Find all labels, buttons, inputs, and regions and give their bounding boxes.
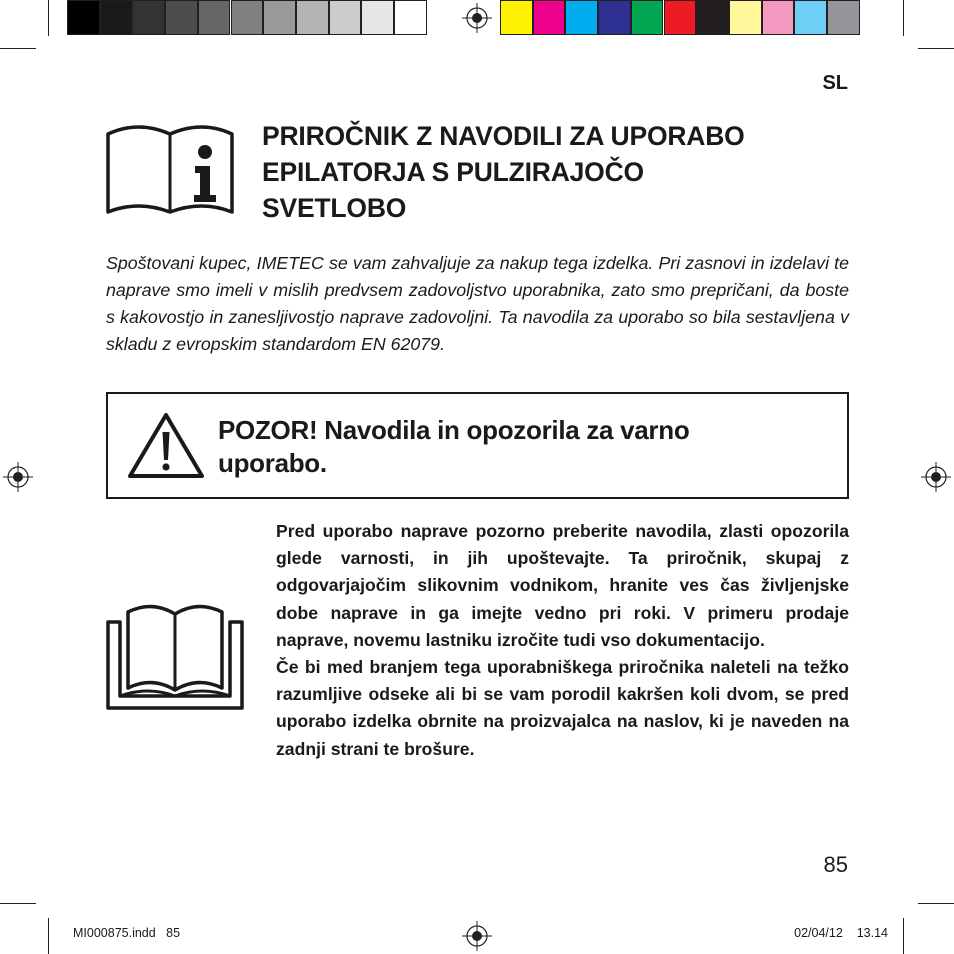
gray-swatch: [198, 0, 231, 35]
body-paragraph: Pred uporabo naprave pozorno preberite navodila, zlasti opozorila glede varnosti, in jih upoštevajte. Ta priročnik, skupaj z odgovarjajočim slikovnim vodnikom, hranite ves čas življenjske dobe naprave in ga imejte vedno pri roki. V primeru prodaje naprave, novemu lastniku izročite tudi vso dokumentacijo.: [276, 521, 849, 650]
color-swatch: [696, 0, 729, 35]
page-number: 85: [823, 852, 848, 877]
gray-swatch: [132, 0, 165, 35]
warning-line: uporabo.: [218, 448, 327, 478]
color-swatch: [794, 0, 827, 35]
footer-time: 13.14: [856, 926, 888, 940]
language-code: SL: [822, 72, 848, 94]
footer-date: 02/04/12: [794, 926, 843, 940]
color-swatch: [664, 0, 697, 35]
intro-paragraph: Spoštovani kupec, IMETEC se vam zahvaljuje za nakup tega izdelka. Pri zasnovi in izdelavi te naprave smo imeli v mislih predvsem zadovoljstvo uporabnika, zato smo prepričani, da boste s kakovostjo in zanesljivostjo naprave zadovoljni. Ta navodila za uporabo so bila sestavljena v skladu z evropskim standardom EN 62079.: [106, 253, 849, 354]
warning-triangle-icon: [126, 410, 206, 480]
warning-line: POZOR! Navodila in opozorila za varno: [218, 415, 690, 445]
registration-mark-icon: [462, 3, 492, 33]
color-swatch: [533, 0, 566, 35]
gray-swatch: [361, 0, 394, 35]
gray-swatch: [67, 0, 100, 35]
gray-swatch: [394, 0, 427, 35]
title-line: EPILATORJA S PULZIRAJOČO: [262, 157, 644, 187]
registration-mark-icon: [462, 921, 492, 951]
title-line: SVETLOBO: [262, 193, 407, 223]
crop-mark: [48, 918, 49, 954]
info-manual-icon: [106, 122, 234, 216]
body-paragraph: Če bi med branjem tega uporabniškega priročnika naleteli na težko razumljive odseke ali bi se vam porodil kakršen koli dvom, se pred uporabo izdelka obrnite na proizvajalca na naslov, ki je naveden na zadnji strani te brošure.: [276, 657, 849, 759]
body-text: [276, 518, 849, 763]
crop-mark: [918, 48, 954, 49]
gray-swatch: [296, 0, 329, 35]
crop-mark: [48, 0, 49, 36]
gray-swatch: [100, 0, 133, 35]
color-swatch: [631, 0, 664, 35]
color-swatch: [729, 0, 762, 35]
color-swatch: [762, 0, 795, 35]
gray-swatch: [231, 0, 264, 35]
crop-mark: [903, 918, 904, 954]
gray-swatch: [165, 0, 198, 35]
gray-swatch: [263, 0, 296, 35]
registration-mark-icon: [921, 462, 951, 492]
footer-file-info: [73, 926, 180, 940]
crop-mark: [918, 903, 954, 904]
footer-file-name: MI000875.indd: [73, 926, 156, 940]
crop-mark: [0, 48, 36, 49]
open-book-icon: [106, 602, 244, 710]
color-swatch: [500, 0, 533, 35]
title-line: PRIROČNIK Z NAVODILI ZA UPORABO: [262, 121, 745, 151]
crop-mark: [0, 903, 36, 904]
color-swatch: [598, 0, 631, 35]
page-title: [262, 118, 852, 226]
color-swatch: [827, 0, 860, 35]
registration-mark-icon: [3, 462, 33, 492]
footer-date-info: [794, 926, 888, 940]
footer-file-page: 85: [166, 926, 181, 940]
warning-heading: [218, 414, 818, 480]
warning-box: [106, 392, 849, 499]
crop-mark: [903, 0, 904, 36]
gray-swatch: [329, 0, 362, 35]
color-swatch: [565, 0, 598, 35]
